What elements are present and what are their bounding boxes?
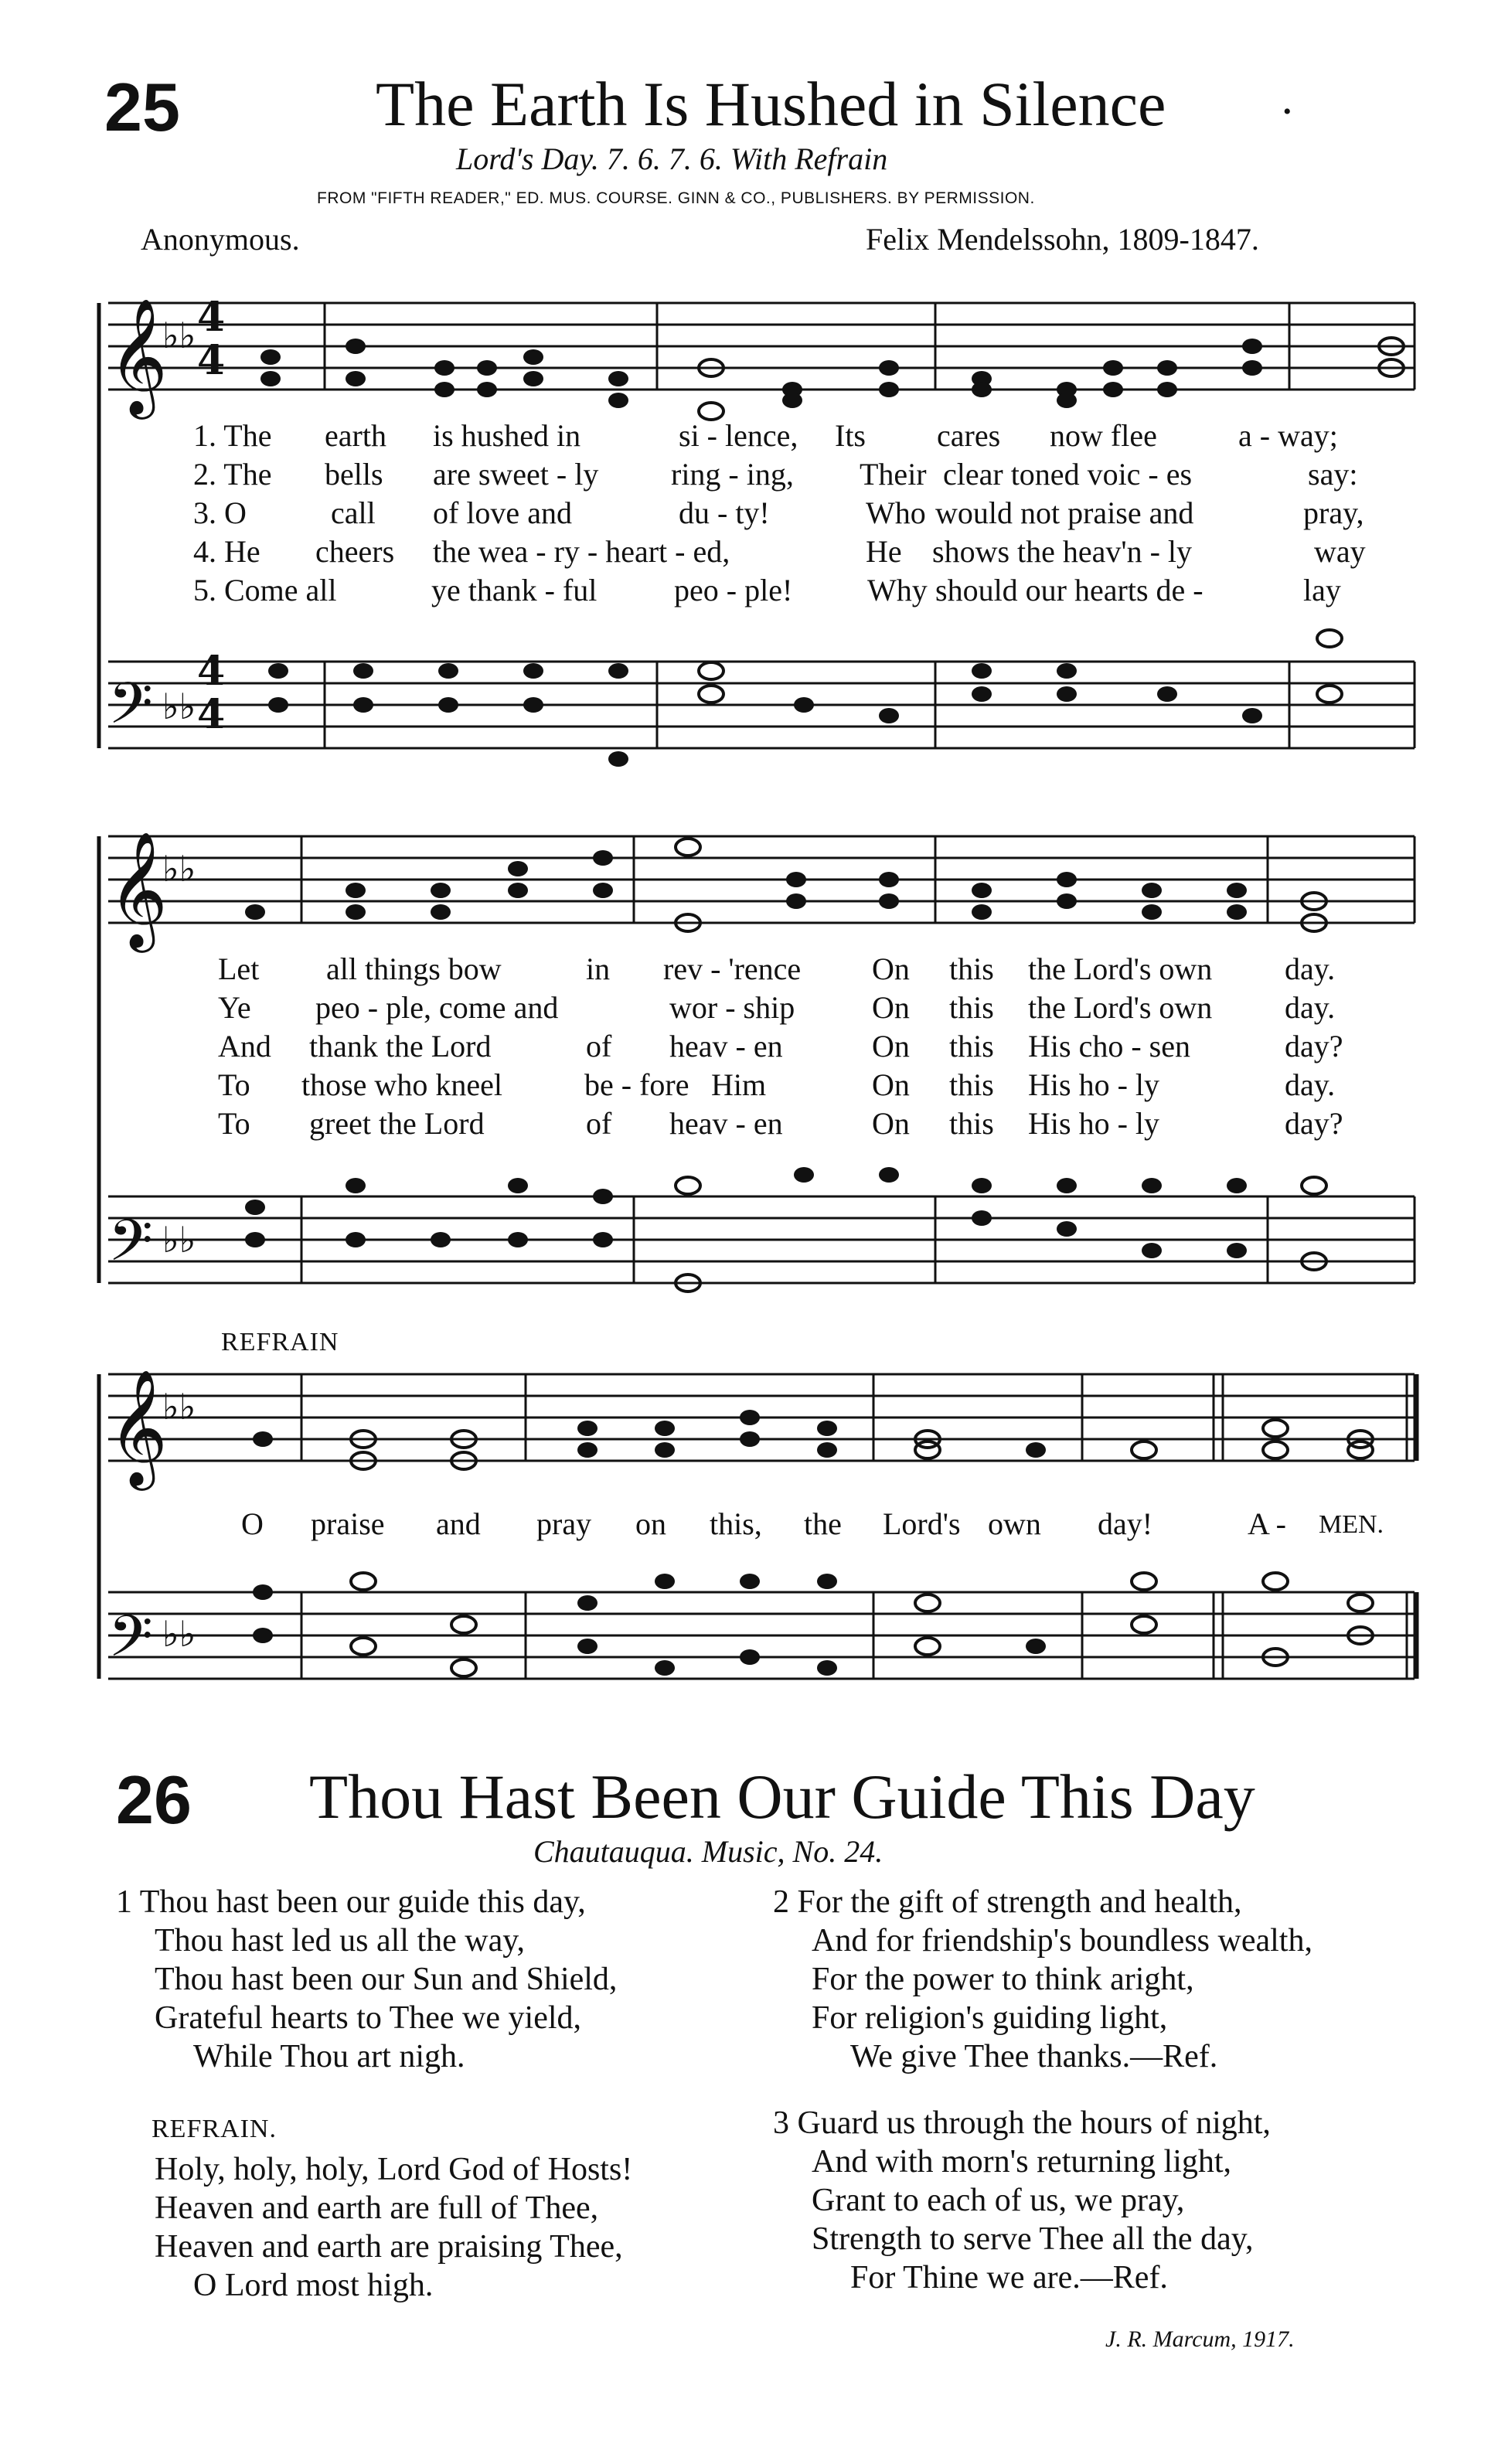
verse-line-5: To greet the Lord of heav - en On this His ho - ly day?	[218, 1106, 1343, 1141]
svg-text:4: 4	[197, 691, 226, 738]
svg-text:♭♭: ♭♭	[162, 315, 196, 356]
svg-text:𝄢: 𝄢	[108, 1207, 153, 1288]
verse-line-3: 3. O call of love and du - ty! Who would not praise and pray,	[193, 495, 1364, 530]
verse-line-2: 2. The bells are sweet - ly ring - ing, Their clear toned voic - es say:	[193, 457, 1358, 492]
verse-line-5: 5. Come all ye thank - ful peo - ple! Why should our hearts de - lay	[193, 573, 1341, 607]
system2-bass-staff	[108, 1196, 1415, 1283]
svg-text:𝄞: 𝄞	[108, 297, 168, 414]
system2-treble-staff	[108, 836, 1415, 923]
stanza-1: 1 Thou hast been our guide this day, Thou hast led us all the way, Thou hast been our Sun and Shield, Grateful hearts to Thee we yield, While Thou art nigh.	[116, 1884, 618, 2074]
verse-line-2: Ye peo - ple, come and wor - ship On this the Lord's own day.	[218, 990, 1336, 1025]
svg-text:4: 4	[197, 337, 226, 384]
tune-meter: Chautauqua. Music, No. 24.	[533, 1834, 883, 1869]
verse-line-4: 4. He cheers the wea - ry - heart - ed, He shows the heav'n - ly way	[193, 534, 1366, 569]
svg-text:♭♭: ♭♭	[162, 848, 196, 890]
svg-text:𝄞: 𝄞	[108, 830, 168, 948]
svg-text:♭♭: ♭♭	[162, 1613, 196, 1655]
refrain-label-26: REFRAIN.	[152, 2115, 277, 2143]
dot-mark: •	[1283, 99, 1292, 124]
svg-text:4: 4	[197, 648, 226, 695]
svg-text:♭♭: ♭♭	[162, 1219, 196, 1261]
stanza-2: 2 For the gift of strength and health, And for friendship's boundless wealth, For the power to think aright, For religion's guiding light, We give Thee thanks.—Ref.	[773, 1884, 1312, 2074]
hymn-title: The Earth Is Hushed in Silence	[376, 69, 1166, 139]
system3-treble-staff	[108, 1374, 1415, 1461]
svg-text:4: 4	[197, 294, 226, 341]
system3-bass-staff	[108, 1592, 1415, 1679]
hymn-number: 25	[104, 69, 180, 145]
hymn-title: Thou Hast Been Our Guide This Day	[309, 1761, 1255, 1832]
verse-line-1: 1. The earth is hushed in si - lence, Its cares now flee a - way;	[193, 418, 1338, 453]
refrain-label: REFRAIN	[221, 1328, 339, 1356]
hymn-number: 26	[116, 1761, 192, 1838]
verse-line-4: To those who kneel be - fore Him On this His ho - ly day.	[218, 1067, 1336, 1102]
svg-text:𝄢: 𝄢	[108, 1603, 153, 1684]
svg-text:𝄞: 𝄞	[108, 1368, 168, 1486]
author-credit: J. R. Marcum, 1917.	[1105, 2326, 1295, 2352]
refrain-26: Holy, holy, holy, Lord God of Hosts! Heaven and earth are full of Thee, Heaven and earth are praising Thee, O Lord most high.	[155, 2152, 633, 2303]
music-credit: Felix Mendelssohn, 1809-1847.	[866, 222, 1259, 257]
refrain-line: O praise and pray on this, the Lord's own day! A - MEN.	[241, 1506, 1384, 1541]
svg-text:♭♭: ♭♭	[162, 1386, 196, 1428]
svg-text:𝄢: 𝄢	[108, 670, 153, 751]
svg-text:♭♭: ♭♭	[162, 686, 196, 727]
stanza-3: 3 Guard us through the hours of night, And with morn's returning light, Grant to each of us, we pray, Strength to serve Thee all the day, For Thine we are.—Ref.	[773, 2105, 1271, 2296]
permission-note: FROM "FIFTH READER," ED. MUS. COURSE. GINN & CO., PUBLISHERS. BY PERMISSION.	[317, 189, 1035, 207]
verse-line-3: And thank the Lord of heav - en On this His cho - sen day?	[218, 1029, 1343, 1064]
tune-meter: Lord's Day. 7. 6. 7. 6. With Refrain	[456, 141, 888, 176]
words-credit: Anonymous.	[141, 222, 300, 257]
system1-bass-staff	[108, 662, 1415, 748]
verse-line-1: Let all things bow in rev - 'rence On this the Lord's own day.	[218, 951, 1336, 986]
system1-treble-staff	[108, 303, 1415, 390]
